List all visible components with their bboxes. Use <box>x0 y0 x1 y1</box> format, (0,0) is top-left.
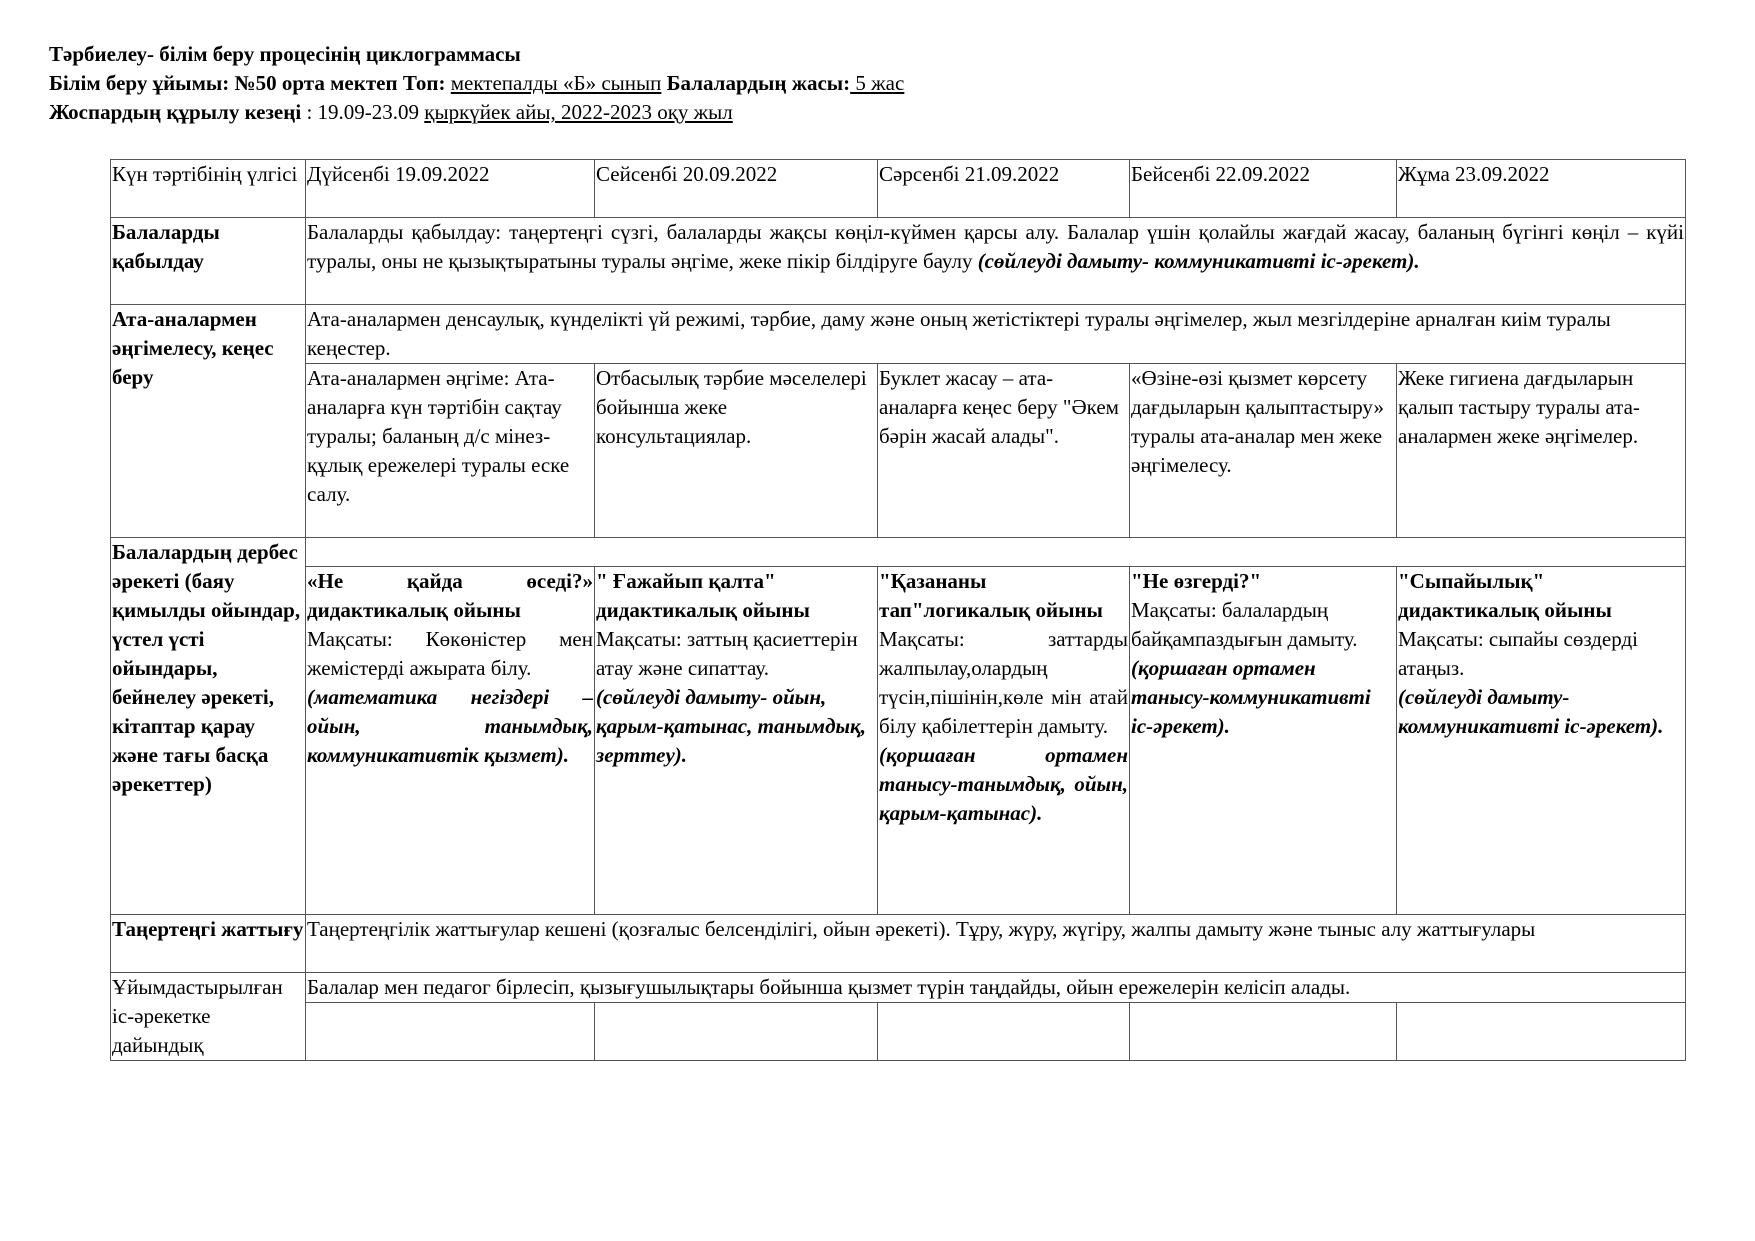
empty-cell <box>595 1003 878 1061</box>
period-value: қыркүйек айы, 2022-2023 оқу жыл <box>424 100 733 124</box>
preparation-empty-row <box>111 1003 1686 1061</box>
day-header-tuesday: Сейсенбі 20.09.2022 <box>595 160 878 218</box>
day-header-wednesday: Сәрсенбі 21.09.2022 <box>878 160 1130 218</box>
activity-spacer-row <box>111 538 1686 567</box>
exercise-text: Таңертеңгілік жаттығулар кешені (қозғалыс белсенділігі, ойын әрекеті). Тұру, жүру, жүгіру, жалпы дамыту және тыныс алу жаттығулары <box>306 915 1686 973</box>
age-value: 5 жас <box>850 71 905 95</box>
game-areas: (қоршаған ортамен танысу-танымдық, ойын, қарым-қатынас). <box>879 743 1128 825</box>
game-areas: (сөйлеуді дамыту- ойын, қарым-қатынас, танымдық, зерттеу). <box>596 685 866 767</box>
game-monday <box>306 567 595 915</box>
preparation-text: Балалар мен педагог бірлесіп, қызығушылықтары бойынша қызмет түрін таңдайды, ойын ережелерін келісіп алады. <box>306 973 1686 1003</box>
org-label: Білім беру ұйымы: <box>49 71 230 95</box>
game-areas: (сөйлеуді дамыту-коммуникативті іс-әрекет). <box>1398 685 1664 738</box>
game-title: "Қазананы тап"логикалық ойыны <box>879 569 1103 622</box>
activity-games-row <box>111 567 1686 915</box>
reception-text: Балаларды қабылдау: таңертеңгі сүзгі, балаларды жақсы көңіл-күймен қарсы алу. Балалар үшін қолайлы жағдай жасау, баланың бүгінгі көңіл – күйі туралы, оны не қызықтыратыны туралы әңгіме, жеке пікір білдіруге баулу <box>307 220 1684 273</box>
org-value: №50 орта мектеп <box>234 71 398 95</box>
game-title: " Ғажайып қалта" дидактикалық ойыны <box>596 569 810 622</box>
day-header-monday: Дүйсенбі 19.09.2022 <box>306 160 595 218</box>
parents-friday: Жеке гигиена дағдыларын қалып тастыру туралы ата-аналармен жеке әңгімелер. <box>1397 364 1686 538</box>
table-header-row <box>111 160 1686 218</box>
game-friday <box>1397 567 1686 915</box>
group-label: Топ: <box>402 71 446 95</box>
reception-label: Балаларды қабылдау <box>111 218 306 305</box>
day-header-friday: Жұма 23.09.2022 <box>1397 160 1686 218</box>
reception-row <box>111 218 1686 305</box>
empty-cell <box>306 1003 595 1061</box>
age-label: Балалардың жасы: <box>666 71 851 95</box>
game-wednesday <box>878 567 1130 915</box>
period-dates: : 19.09-23.09 <box>301 100 425 124</box>
period-label: Жоспардың құрылу кезеңі <box>49 100 302 124</box>
game-areas: (қоршаған ортамен танысу-коммуникативті іс-әрекет). <box>1131 656 1371 738</box>
parents-tuesday: Отбасылық тәрбие мәселелері бойынша жеке консультациялар. <box>595 364 878 538</box>
activity-spacer <box>306 538 1686 567</box>
corner-cell: Күн тәртібінің үлгісі <box>111 160 306 218</box>
group-value: мектепалды «Б» сынып <box>450 71 662 95</box>
day-header-thursday: Бейсенбі 22.09.2022 <box>1130 160 1397 218</box>
document-title: Тәрбиелеу- білім беру процесінің циклограммасы <box>49 42 521 66</box>
empty-cell <box>1397 1003 1686 1061</box>
empty-cell <box>878 1003 1130 1061</box>
game-goal: Мақсаты: сыпайы сөздерді атаңыз. <box>1398 627 1638 680</box>
preparation-row <box>111 973 1686 1003</box>
parents-general-row <box>111 305 1686 364</box>
cyclogram-table <box>110 159 1686 1061</box>
parents-monday: Ата-аналармен әңгіме: Ата-аналарға күн тәртібін сақтау туралы; баланың д/с мінез-құлық ережелері туралы еске салу. <box>306 364 595 538</box>
reception-text-cell <box>306 218 1686 305</box>
game-goal: Мақсаты: заттың қасиеттерін атау және сипаттау. <box>596 627 858 680</box>
game-goal: Мақсаты: Көкөністер мен жемістерді ажырата білу. <box>307 627 593 680</box>
exercise-label: Таңертеңгі жаттығу <box>111 915 306 973</box>
game-tuesday <box>595 567 878 915</box>
parents-thursday: «Өзіне-өзі қызмет көрсету дағдыларын қалыптастыру» туралы ата-аналар мен жеке әңгімелесу. <box>1130 364 1397 538</box>
activity-label: Балалардың дербес әрекеті (баяу қимылды ойындар, үстел үсті ойындары, бейнелеу әрекеті, кітаптар қарау және тағы басқа әрекеттер) <box>111 538 306 915</box>
game-goal: Мақсаты: балалардың байқампаздығын дамыту. <box>1131 598 1358 651</box>
document-header <box>49 40 904 127</box>
org-line <box>49 69 904 98</box>
parents-label: Ата-аналармен әңгімелесу, кеңес беру <box>111 305 306 538</box>
game-title: "Сыпайылық" дидактикалық ойыны <box>1398 569 1612 622</box>
game-goal: Мақсаты: заттарды жалпылау,олардың түсін,пішінін,көле мін атай білу қабілеттерін дамыту. <box>879 627 1128 738</box>
empty-cell <box>1130 1003 1397 1061</box>
exercise-row <box>111 915 1686 973</box>
game-title: "Не өзгерді?" <box>1131 569 1262 593</box>
game-title: «Не қайда өседі?» дидактикалық ойыны <box>307 569 593 622</box>
period-line <box>49 98 904 127</box>
parents-general-text: Ата-аналармен денсаулық, күнделікті үй режимі, тәрбие, даму және оның жетістіктері туралы әңгімелер, жыл мезгілдеріне арналған киім туралы кеңестер. <box>306 305 1686 364</box>
game-areas: (математика негіздері – ойын, танымдық, коммуникативтік қызмет). <box>307 685 593 767</box>
reception-emphasis: (сөйлеуді дамыту- коммуникативті іс-әрекет). <box>977 249 1420 273</box>
preparation-label: Ұйымдастырылған іс-әрекетке дайындық <box>111 973 306 1061</box>
game-thursday <box>1130 567 1397 915</box>
parents-daily-row <box>111 364 1686 538</box>
parents-wednesday: Буклет жасау – ата-аналарға кеңес беру "Әкем бәрін жасай алады". <box>878 364 1130 538</box>
